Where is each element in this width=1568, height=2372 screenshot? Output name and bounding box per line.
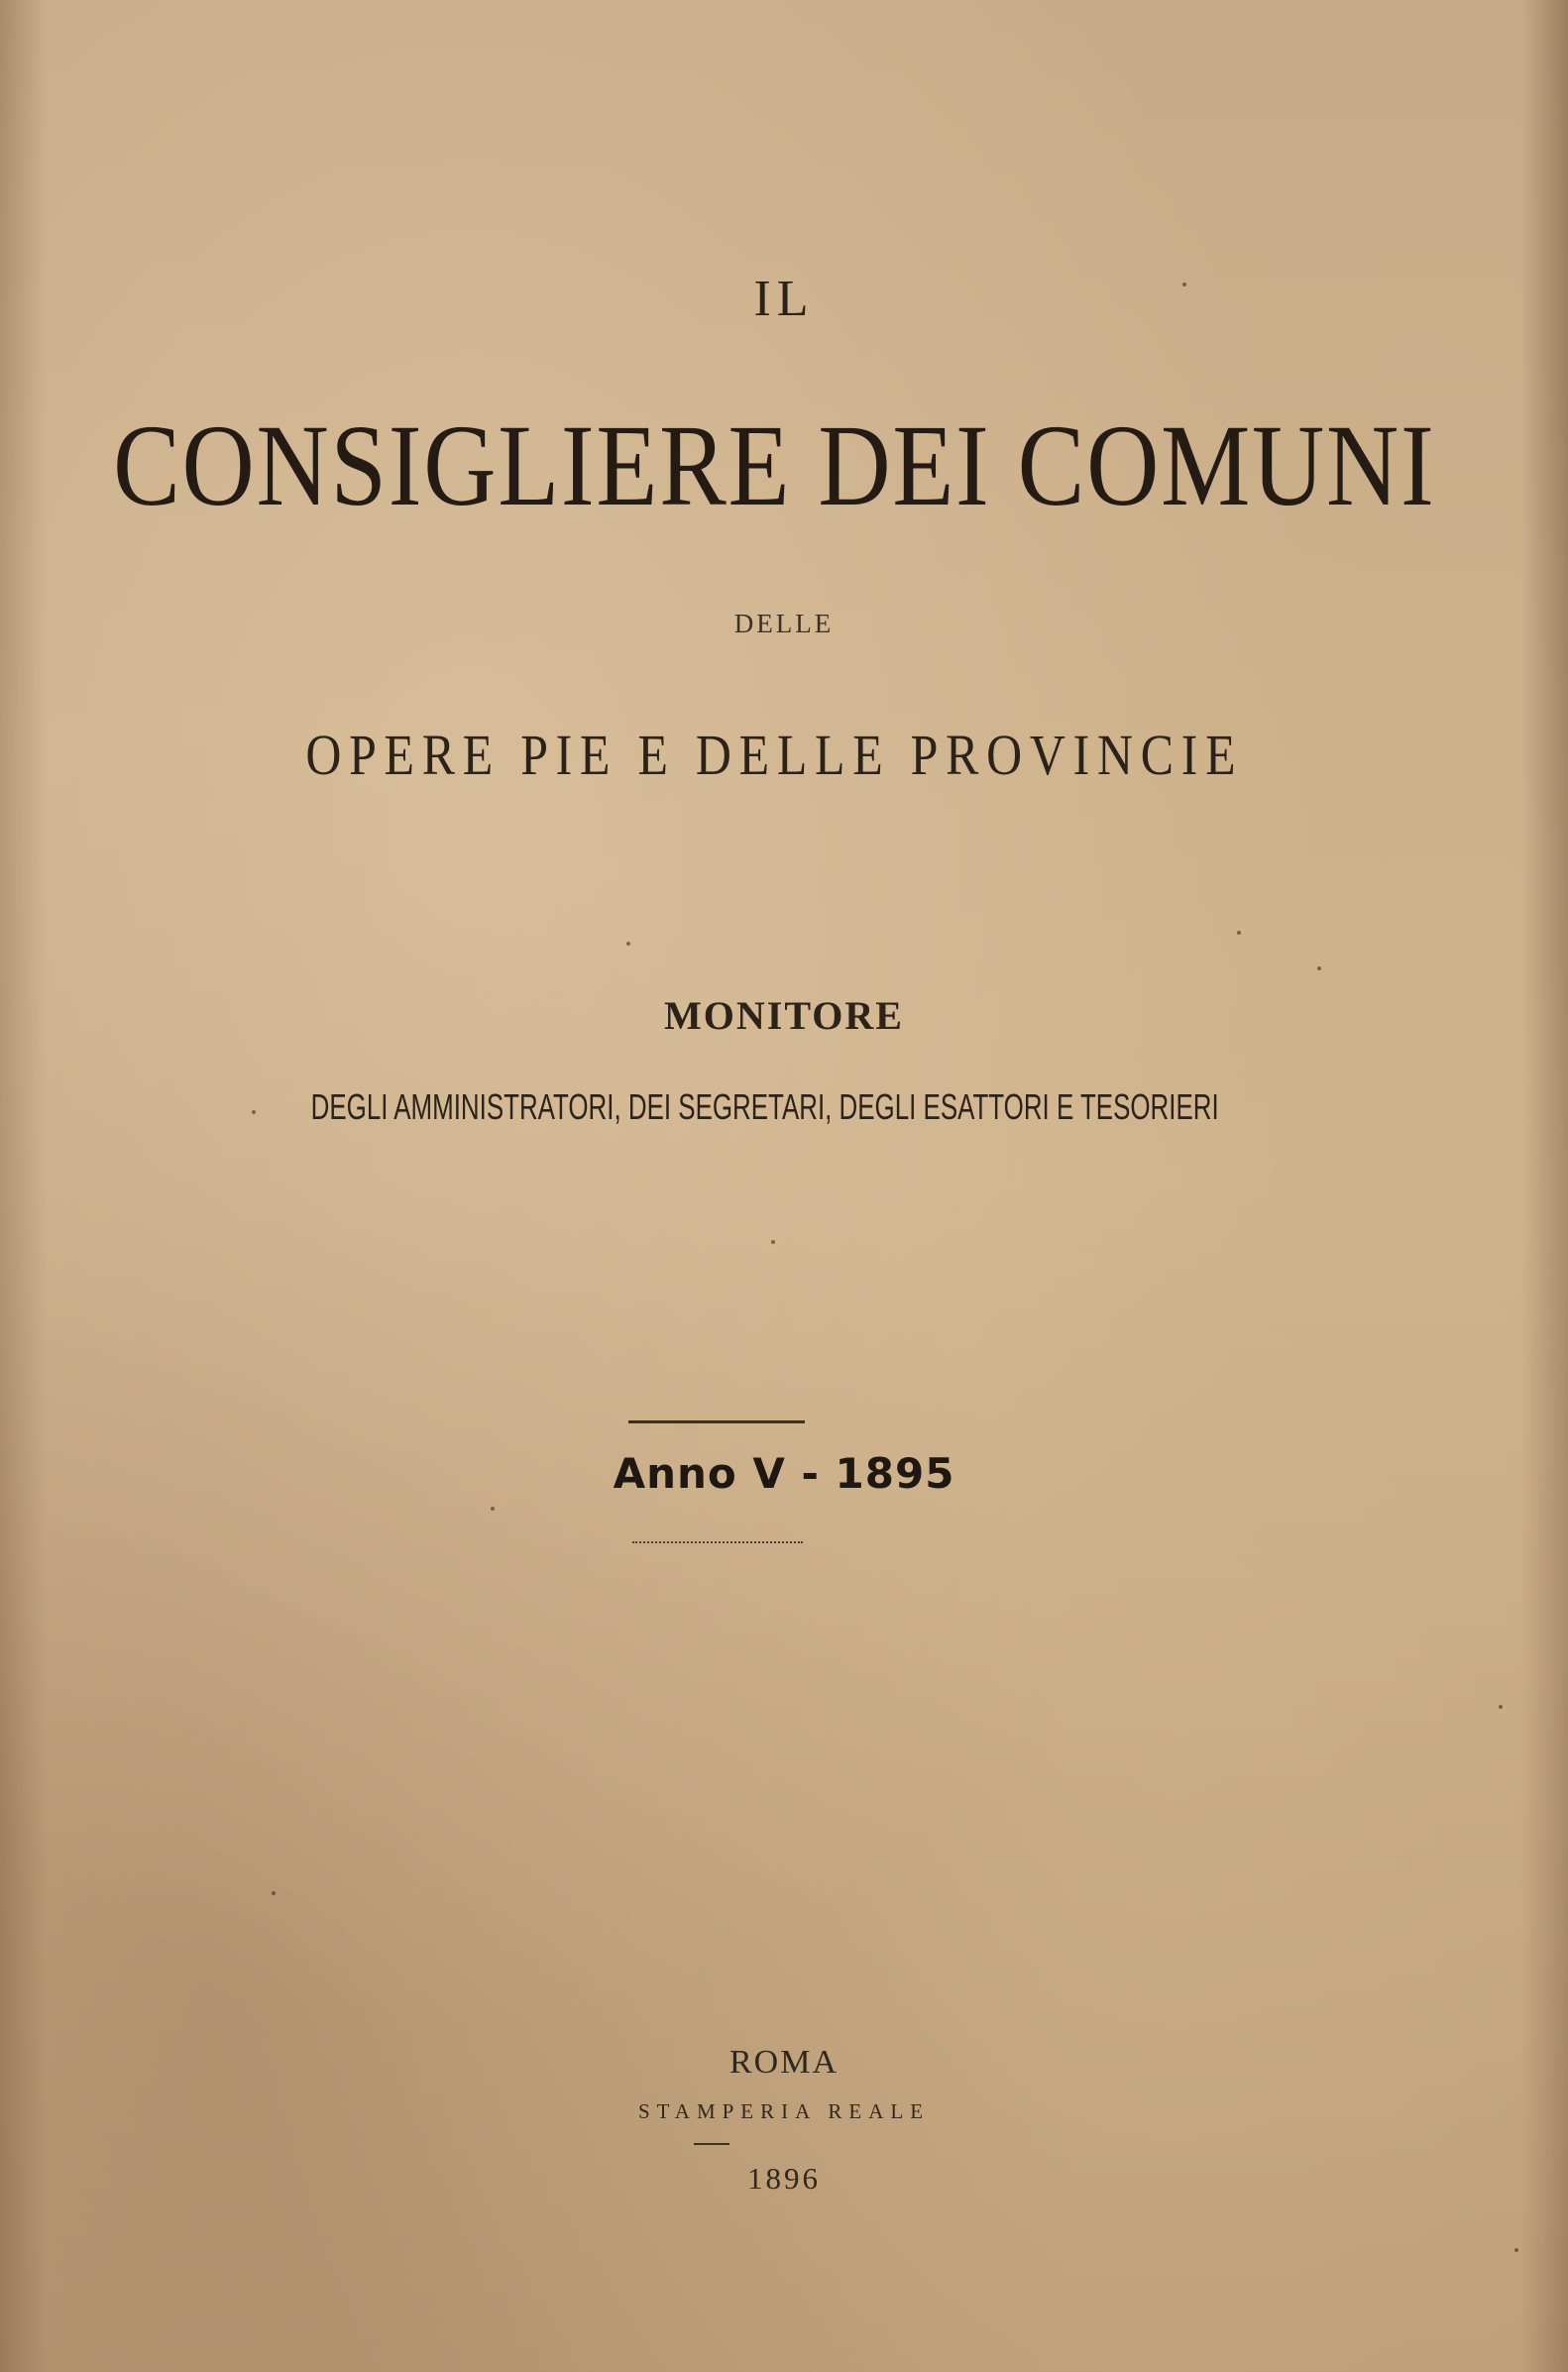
- imprint-city: ROMA: [728, 2044, 840, 2081]
- paper-speck: [771, 1240, 775, 1244]
- paper-speck: [1499, 1705, 1503, 1709]
- monitor-description: DEGLI AMMINISTRATORI, DEI SEGRETARI, DEGLI ESATTORI E TESORIERI: [310, 1086, 1219, 1127]
- top-rule: [628, 1420, 805, 1423]
- paper-speck: [1237, 931, 1241, 935]
- bottom-rule: [632, 1541, 803, 1543]
- paper-speck: [626, 942, 630, 946]
- volume-label: Anno V - 1895: [613, 1449, 955, 1498]
- paper-speck: [1514, 2248, 1518, 2252]
- imprint-printer: STAMPERIA REALE: [637, 2099, 931, 2123]
- subtitle: OPERE PIE E DELLE PROVINCIE: [305, 723, 1244, 787]
- title-article: IL: [753, 271, 815, 327]
- paper-speck: [1317, 966, 1321, 970]
- monitor-heading: MONITORE: [664, 993, 904, 1038]
- paper-speck: [491, 1507, 495, 1511]
- paper-speck: [252, 1110, 256, 1114]
- main-title: CONSIGLIERE DEI COMUNI: [113, 400, 1436, 530]
- imprint-rule: [694, 2143, 729, 2145]
- paper-speck: [1182, 282, 1186, 286]
- imprint-year: 1896: [747, 2161, 821, 2196]
- title-connector: DELLE: [733, 609, 835, 638]
- paper-speck: [272, 1891, 276, 1895]
